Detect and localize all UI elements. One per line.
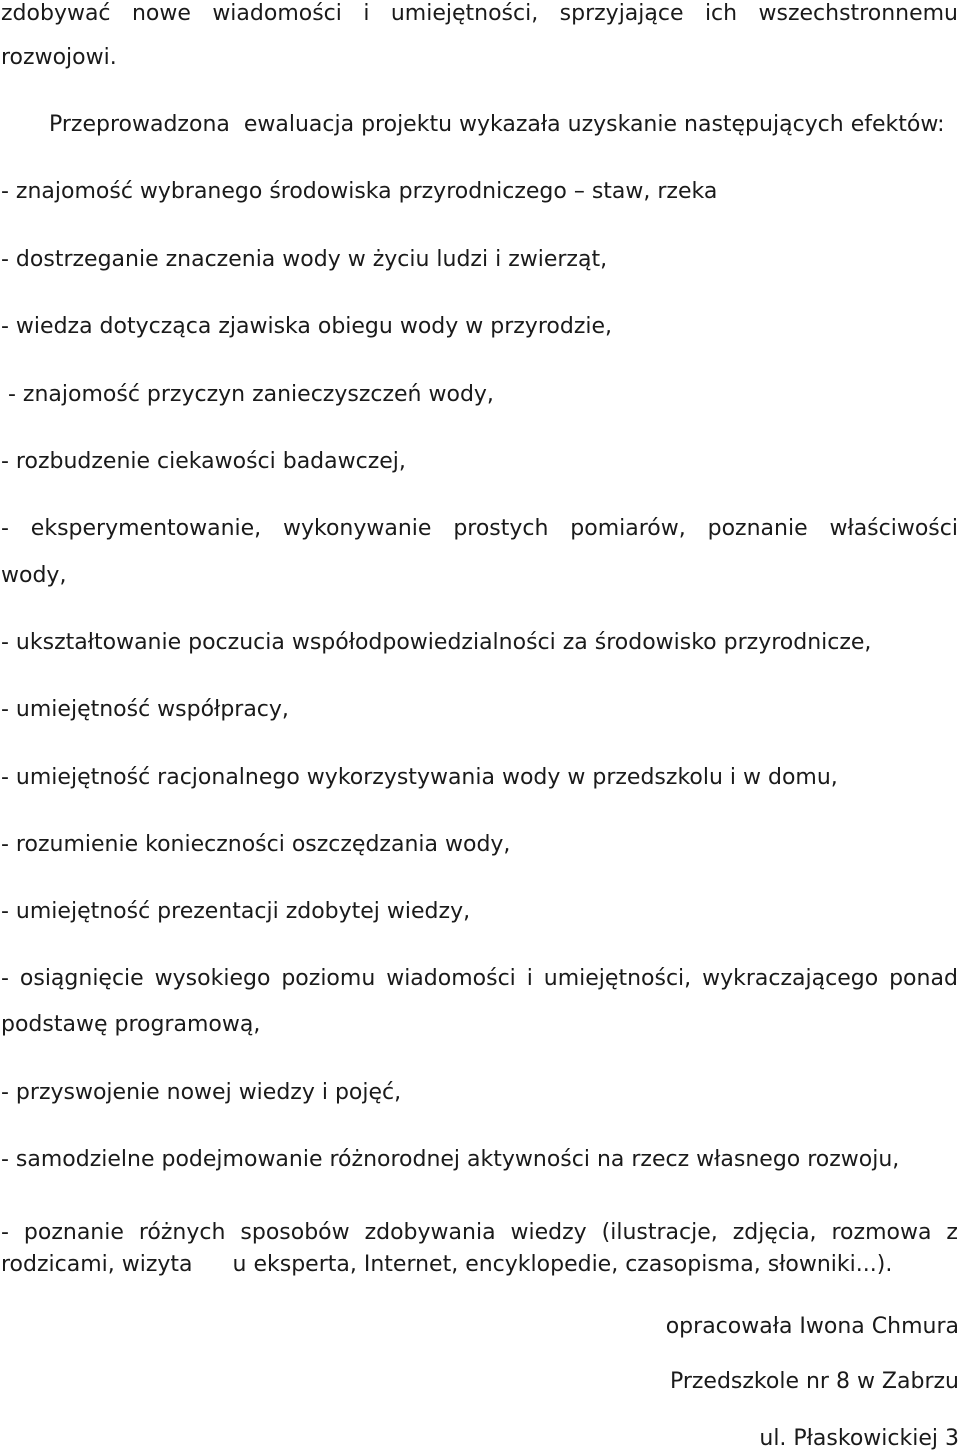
word: eksperymentowanie,: [30, 516, 262, 541]
word: zdobywać: [1, 1, 111, 26]
word: (ilustracje,: [601, 1220, 718, 1245]
author-line: opracowała Iwona Chmura: [665, 1314, 959, 1339]
word: z: [946, 1220, 958, 1245]
word: nowe: [131, 1, 191, 26]
word: poznanie: [707, 516, 808, 541]
word: prostych: [453, 516, 549, 541]
effect-item: - znajomość wybranego środowiska przyrodniczego – staw, rzeka: [1, 179, 718, 204]
word: poznanie: [23, 1220, 124, 1245]
continuation-part: u eksperta, Internet, encyklopedie, czasopisma, słowniki...).: [232, 1252, 893, 1277]
effect-item: - umiejętność współpracy,: [1, 697, 289, 722]
intro-line-2: rozwojowi.: [1, 45, 117, 70]
effect-item: - umiejętność racjonalnego wykorzystywania wody w przedszkolu i w domu,: [1, 765, 838, 790]
continuation-part: rodzicami, wizyta: [1, 1252, 193, 1277]
word: wysokiego: [154, 966, 271, 991]
effect-item: [1, 968, 958, 990]
word: wiedzy: [510, 1220, 587, 1245]
effect-item-continuation: wody,: [1, 563, 67, 588]
word: ich: [704, 1, 738, 26]
effect-item: - przyswojenie nowej wiedzy i pojęć,: [1, 1080, 402, 1105]
word: i: [526, 966, 533, 991]
word: -: [1, 1220, 9, 1245]
word: różnych: [138, 1220, 226, 1245]
word: rozmowa: [831, 1220, 932, 1245]
word: umiejętności,: [390, 1, 539, 26]
effect-item-continuation: podstawę programową,: [1, 1012, 261, 1037]
effect-item: [1, 518, 958, 540]
word: poziomu: [281, 966, 376, 991]
word: osiągnięcie: [19, 966, 144, 991]
effect-item: - rozumienie konieczności oszczędzania wody,: [1, 832, 511, 857]
intro-line-1: [1, 3, 958, 25]
address-line: ul. Płaskowickiej 3: [759, 1426, 959, 1451]
effect-item: - samodzielne podejmowanie różnorodnej aktywności na rzecz własnego rozwoju,: [1, 1147, 900, 1172]
word: zdjęcia,: [732, 1220, 817, 1245]
word: i: [363, 1, 370, 26]
word: -: [1, 966, 9, 991]
effect-item: - znajomość przyczyn zanieczyszczeń wody,: [1, 382, 494, 407]
effect-item: - dostrzeganie znaczenia wody w życiu ludzi i zwierząt,: [1, 247, 608, 272]
word: sposobów: [240, 1220, 350, 1245]
word: właściwości: [829, 516, 958, 541]
word: wykraczającego: [702, 966, 879, 991]
effect-item: - rozbudzenie ciekawości badawczej,: [1, 449, 406, 474]
word: pomiarów,: [570, 516, 686, 541]
word: zdobywania: [364, 1220, 496, 1245]
word: -: [1, 516, 9, 541]
word: sprzyjające: [559, 1, 684, 26]
effect-item: - wiedza dotycząca zjawiska obiegu wody w przyrodzie,: [1, 314, 613, 339]
word: ponad: [889, 966, 958, 991]
effect-item-continuation: [1, 1254, 892, 1276]
institution-line: Przedszkole nr 8 w Zabrzu: [669, 1369, 959, 1394]
effect-item: - ukształtowanie poczucia współodpowiedzialności za środowisko przyrodnicze,: [1, 630, 872, 655]
word: umiejętności,: [543, 966, 692, 991]
effect-item: - umiejętność prezentacji zdobytej wiedzy,: [1, 899, 471, 924]
evaluation-sentence: Przeprowadzona ewaluacja projektu wykazała uzyskanie następujących efektów:: [49, 112, 945, 137]
word: wiadomości: [386, 966, 516, 991]
word: wszechstronnemu: [758, 1, 958, 26]
word: wiadomości: [212, 1, 342, 26]
word: wykonywanie: [283, 516, 432, 541]
effect-item: [1, 1222, 958, 1244]
